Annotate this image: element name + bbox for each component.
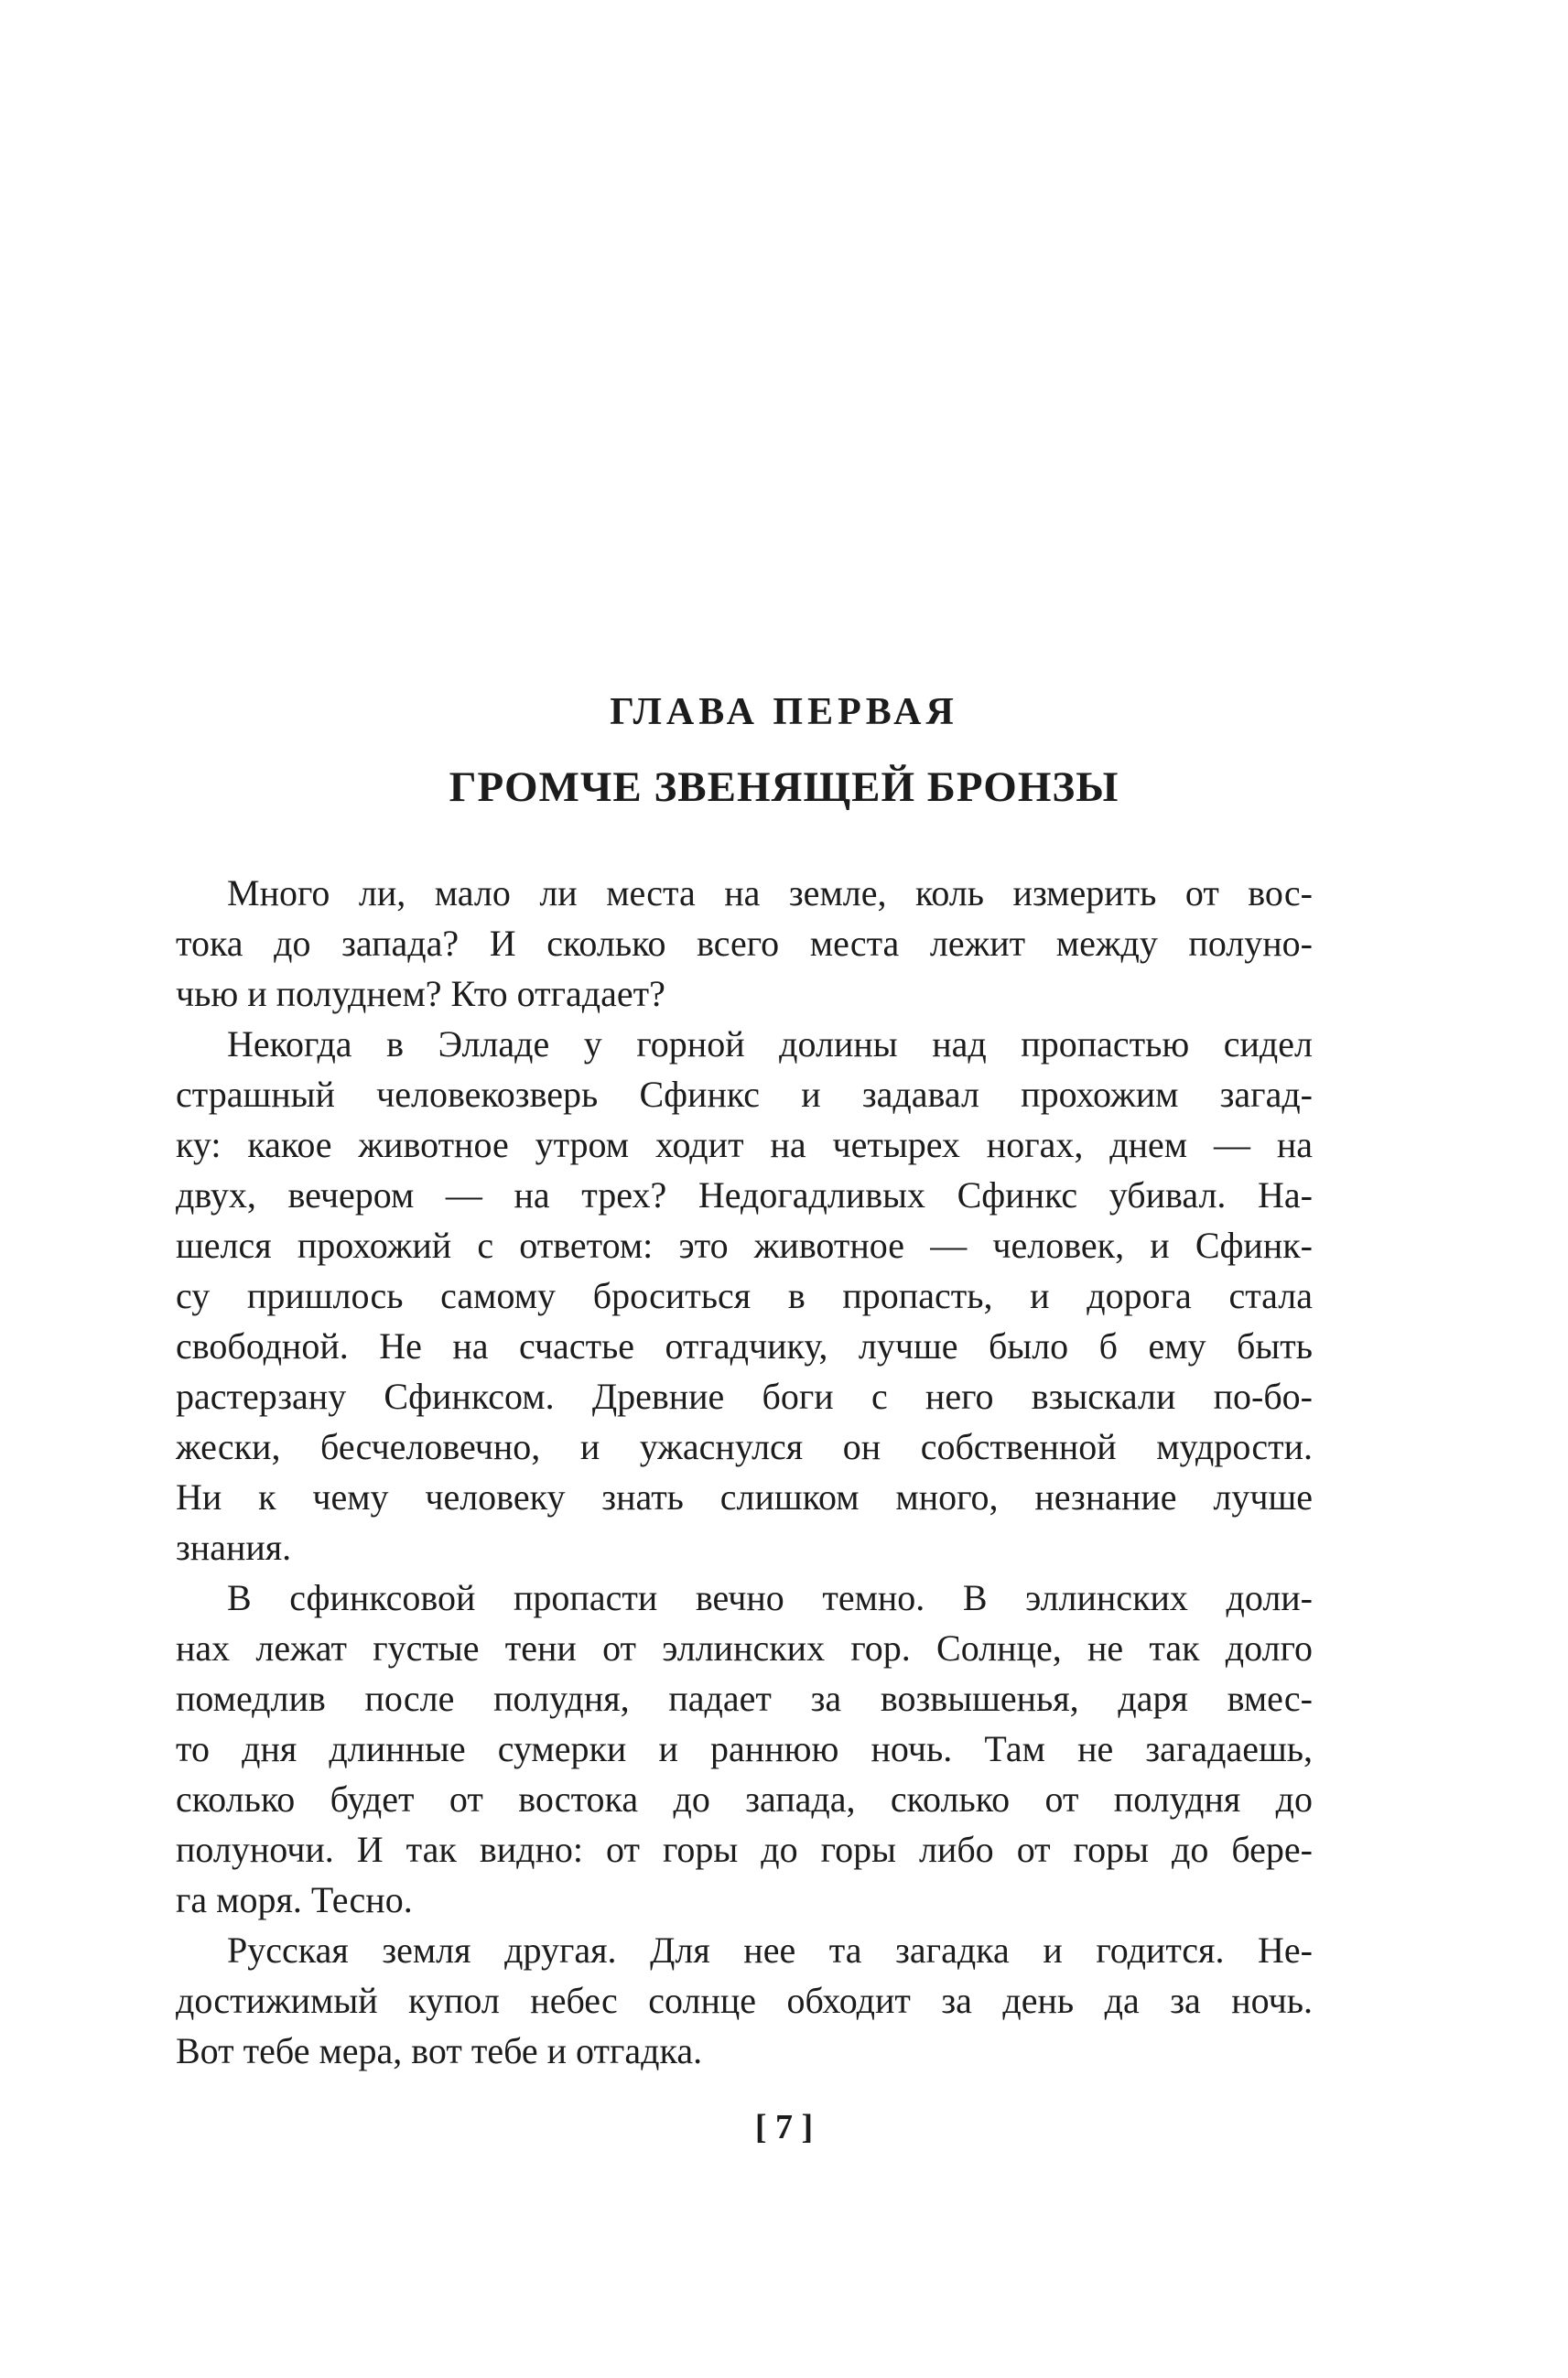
text-line: свободной. Не на счастье отгадчику, лучше было б ему быть: [176, 1325, 1313, 1367]
text-line: су пришлось самому броситься в пропасть, и дорога стала: [176, 1275, 1313, 1316]
text-line: В сфинксовой пропасти вечно темно. В эллинских доли-: [227, 1577, 1313, 1618]
text-line: шелся прохожий с ответом: это животное — человек, и Сфинк-: [176, 1225, 1313, 1266]
text-line: достижимый купол небес солнце обходит за день да за ночь.: [176, 1980, 1313, 2021]
text-line: жески, бесчеловечно, и ужаснулся он собственной мудрости.: [176, 1426, 1313, 1467]
text-line: то дня длинные сумерки и раннюю ночь. Там не загадаешь,: [176, 1728, 1313, 1769]
text-line: растерзану Сфинксом. Древние боги с него взыскали по-бо-: [176, 1376, 1313, 1417]
paragraph: [176, 1019, 1313, 1573]
text-line: Некогда в Элладе у горной долины над пропастью сидел: [227, 1023, 1313, 1065]
text-line: страшный человекозверь Сфинкс и задавал прохожим загад-: [176, 1074, 1313, 1115]
text-line: сколько будет от востока до запада, сколько от полудня до: [176, 1778, 1313, 1820]
text-line: чью и полуднем? Кто отгадает?: [176, 973, 665, 1014]
text-line: нах лежат густые тени от эллинских гор. Солнце, не так долго: [176, 1627, 1313, 1669]
chapter-label: ГЛАВА ПЕРВАЯ: [610, 691, 958, 733]
paragraph: [176, 1573, 1313, 1925]
text-line: Вот тебе мера, вот тебе и отгадка.: [176, 2030, 703, 2071]
paragraph: [176, 1925, 1313, 2076]
text-line: тока до запада? И сколько всего места лежит между полуно-: [176, 923, 1313, 964]
text-line: знания.: [176, 1527, 292, 1568]
text-line: Ни к чему человеку знать слишком много, незнание лучше: [176, 1476, 1313, 1518]
chapter-title: ГРОМЧЕ ЗВЕНЯЩЕЙ БРОНЗЫ: [449, 763, 1119, 811]
text-line: помедлив после полудня, падает за возвышенья, даря вмес-: [176, 1678, 1313, 1719]
paragraph: [176, 868, 1313, 1019]
text-line: ку: какое животное утром ходит на четырех ногах, днем — на: [176, 1124, 1313, 1165]
text-line: Много ли, мало ли места на земле, коль измерить от вос-: [227, 872, 1313, 913]
text-line: Русская земля другая. Для нее та загадка и годится. Не-: [227, 1929, 1313, 1971]
text-line: двух, вечером — на трех? Недогадливых Сфинкс убивал. На-: [176, 1174, 1313, 1216]
body-text: [176, 868, 1313, 2076]
text-line: га моря. Тесно.: [176, 1879, 413, 1920]
page-number: [ 7 ]: [754, 2108, 814, 2146]
text-line: полуночи. И так видно: от горы до горы либо от горы до бере-: [176, 1829, 1313, 1870]
